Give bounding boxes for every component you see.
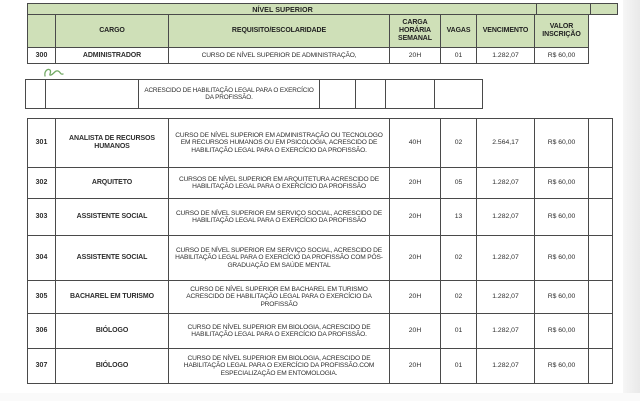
row-304-vagas-cell: 02: [441, 236, 476, 280]
fragment-code-cell: [26, 80, 45, 108]
row-303-carga-cell: 20H: [390, 199, 440, 235]
row-300-requisito-cell: CURSO DE NÍVEL SUPERIOR DE ADMINISTRAÇÃO,: [169, 48, 389, 63]
column-header-requisito: REQUISITO/ESCOLARIDADE: [169, 15, 389, 47]
row-304-requisito-cell: CURSO DE NÍVEL SUPERIOR EM SERVIÇO SOCIAL, ACRESCIDO DE HABILITAÇÃO LEGAL PARA O EXERCÍCIO DA PROFISSÃO COM PÓS-GRADUAÇÃO EM SAÚDE MENTAL: [169, 236, 389, 280]
row-307-empty-cell: [589, 349, 612, 383]
row-305-vencimento-cell: 1.282,07: [477, 281, 534, 313]
column-header-cargo: CARGO: [56, 15, 168, 47]
section-title: NÍVEL SUPERIOR: [252, 4, 313, 14]
row-306-requisito-cell: CURSO DE NÍVEL SUPERIOR EM BIOLOGIA, ACRESCIDO DE HABILITAÇÃO LEGAL PARA O EXERCÍCIO DA PROFISSÃO.: [169, 314, 389, 348]
row-305-empty-cell: [589, 281, 612, 313]
continuation-fragment-table: [25, 79, 483, 109]
row-306-code-cell: 306: [28, 314, 55, 348]
row-304-cargo-cell: ASSISTENTE SOCIAL: [56, 236, 168, 280]
fragment-inscricao-cell: [435, 80, 482, 108]
row-303-code-cell: 303: [28, 199, 55, 235]
row-307-requisito-cell: CURSO DE NÍVEL SUPERIOR EM BIOLOGIA, ACRESCIDO DE HABILITAÇÃO LEGAL PARA O EXERCÍCIO DA PROFISSÃO.COM ESPECIALIZAÇÃO EM ENTOMOLOGIA.: [169, 349, 389, 383]
row-302-inscricao-cell: R$ 60,00: [535, 168, 588, 198]
row-307-vagas-cell: 01: [441, 349, 476, 383]
row-303-vagas-cell: 13: [441, 199, 476, 235]
row-304-code-cell: 304: [28, 236, 55, 280]
row-305-inscricao-cell: R$ 60,00: [535, 281, 588, 313]
row-306-vagas-cell: 01: [441, 314, 476, 348]
row-301-vagas-cell: 02: [441, 119, 476, 167]
row-303-vencimento-cell: 1.282,07: [477, 199, 534, 235]
row-307-cargo-cell: BIÓLOGO: [56, 349, 168, 383]
fragment-carga-cell: [320, 80, 355, 108]
row-302-requisito-cell: CURSOS DE NÍVEL SUPERIOR EM ARQUITETURA ACRESCIDO DE HABILITAÇÃO LEGAL PARA O EXERCÍCIO DA PROFISSÃO: [169, 168, 389, 198]
row-305-code-cell: 305: [28, 281, 55, 313]
row-301-cargo-cell: ANALISTA DE RECURSOS HUMANOS: [56, 119, 168, 167]
row-301-empty-cell: [589, 119, 612, 167]
row-307-vencimento-cell: 1.282,07: [477, 349, 534, 383]
fragment-vencimento-cell: [386, 80, 434, 108]
row-306-vencimento-cell: 1.282,07: [477, 314, 534, 348]
row-302-carga-cell: 20H: [390, 168, 440, 198]
row-304-empty-cell: [589, 236, 612, 280]
scan-bottom-edge-shadow: [0, 393, 640, 401]
main-table: [27, 118, 613, 384]
row-305-carga-cell: 20H: [390, 281, 440, 313]
row-302-cargo-cell: ARQUITETO: [56, 168, 168, 198]
title-separator: [590, 4, 591, 14]
handwritten-squiggle-artifact: [42, 66, 66, 80]
row-300-inscricao-cell: R$ 60,00: [535, 48, 588, 63]
row-303-inscricao-cell: R$ 60,00: [535, 199, 588, 235]
row-301-vencimento-cell: 2.564,17: [477, 119, 534, 167]
row-300-carga-cell: 20H: [390, 48, 440, 63]
row-300-vagas-cell: 01: [441, 48, 476, 63]
row-302-vencimento-cell: 1.282,07: [477, 168, 534, 198]
row-300-code-cell: 300: [28, 48, 55, 63]
row-305-requisito-cell: CURSO DE NÍVEL SUPERIOR EM BACHAREL EM TURISMO ACRESCIDO DE HABILITAÇÃO LEGAL PARA O EXERCÍCIO DA PROFISSÃO: [169, 281, 389, 313]
row-307-inscricao-cell: R$ 60,00: [535, 349, 588, 383]
row-306-carga-cell: 20H: [390, 314, 440, 348]
column-header-carga-horaria: CARGA HORÁRIA SEMANAL: [390, 15, 440, 47]
row-304-inscricao-cell: R$ 60,00: [535, 236, 588, 280]
row-306-cargo-cell: BIÓLOGO: [56, 314, 168, 348]
row-303-empty-cell: [589, 199, 612, 235]
row-306-empty-cell: [589, 314, 612, 348]
row-306-inscricao-cell: R$ 60,00: [535, 314, 588, 348]
column-header-vencimento: VENCIMENTO: [477, 15, 534, 47]
fragment-requisito-cell: ACRESCIDO DE HABILITAÇÃO LEGAL PARA O EXERCÍCIO DA PROFISSÃO.: [139, 80, 319, 108]
row-307-code-cell: 307: [28, 349, 55, 383]
row-305-vagas-cell: 02: [441, 281, 476, 313]
row-302-code-cell: 302: [28, 168, 55, 198]
column-header-valor-inscricao: VALOR INSCRIÇÃO: [535, 15, 588, 47]
column-header-code: [28, 15, 55, 47]
title-separator: [536, 4, 537, 14]
row-301-code-cell: 301: [28, 119, 55, 167]
row-300-cargo-cell: ADMINISTRADOR: [56, 48, 168, 63]
row-301-carga-cell: 40H: [390, 119, 440, 167]
row-303-cargo-cell: ASSISTENTE SOCIAL: [56, 199, 168, 235]
row-304-vencimento-cell: 1.282,07: [477, 236, 534, 280]
fragment-vagas-cell: [356, 80, 385, 108]
row-304-carga-cell: 20H: [390, 236, 440, 280]
row-302-empty-cell: [589, 168, 612, 198]
fragment-cargo-cell: [46, 80, 138, 108]
top-table: [27, 14, 589, 64]
row-301-requisito-cell: CURSO DE NÍVEL SUPERIOR EM ADMINISTRAÇÃO OU TECNOLOGO EM RECURSOS HUMANOS OU EM PSICOLOGIA, ACRESCIDO DE HABILITAÇÃO LEGAL PARA O EXERCÍCIO DA PROFISSÃO.: [169, 119, 389, 167]
column-header-vagas: VAGAS: [441, 15, 476, 47]
row-302-vagas-cell: 05: [441, 168, 476, 198]
row-307-carga-cell: 20H: [390, 349, 440, 383]
row-300-vencimento-cell: 1.282,07: [477, 48, 534, 63]
row-303-requisito-cell: CURSO DE NÍVEL SUPERIOR EM SERVIÇO SOCIAL, ACRESCIDO DE HABILITAÇÃO LEGAL PARA O EXERCÍCIO DA PROFISSÃO: [169, 199, 389, 235]
row-305-cargo-cell: BACHAREL EM TURISMO: [56, 281, 168, 313]
row-301-inscricao-cell: R$ 60,00: [535, 119, 588, 167]
scan-right-edge-shadow: [623, 0, 640, 401]
